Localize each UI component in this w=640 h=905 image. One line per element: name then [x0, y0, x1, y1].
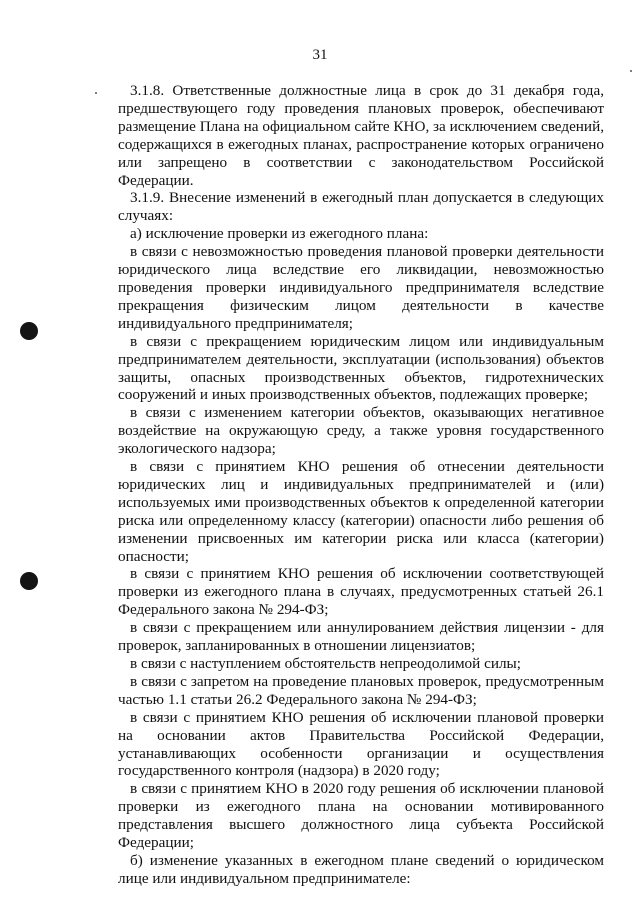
paragraph-risk-category: в связи с принятием КНО решения об отнесении деятельности юридических лиц и индивидуальных предпринимателей и (или) используемых ими производственных объектов к определенной категории риска или определенному классу (категории) опасности либо решения об изменении присвоенных им категории риска или класса (категории) опасности; [118, 458, 604, 565]
paragraph-3-1-9: 3.1.9. Внесение изменений в ежегодный план допускается в следующих случаях: [118, 189, 604, 225]
paragraph-category-change: в связи с изменением категории объектов, оказывающих негативное воздействие на окружающую среду, а также уровня государственного экологического надзора; [118, 404, 604, 458]
scan-speck [95, 92, 97, 94]
paragraph-license: в связи с прекращением или аннулированием действия лицензии - для проверок, запланированных в отношении лицензиатов; [118, 619, 604, 655]
paragraph-ban: в связи с запретом на проведение плановых проверок, предусмотренным частью 1.1 статьи 26.2 Федерального закона № 294-ФЗ; [118, 672, 604, 708]
paragraph-termination: в связи с прекращением юридическим лицом или индивидуальным предпринимателем деятельности, эксплуатации (использования) объектов защиты, опасных производственных объектов, гидротехнических сооружений и иных производственных объектов, подлежащих проверке; [118, 332, 604, 404]
paragraph-government-acts: в связи с принятием КНО решения об исключении плановой проверки на основании актов Правительства Российской Федерации, устанавливающих особенности организации и осуществления государственного контроля (надзора) в 2020 году; [118, 708, 604, 780]
scan-speck [630, 70, 632, 72]
paragraph-force-majeure: в связи с наступлением обстоятельств непреодолимой силы; [130, 655, 521, 672]
paragraph-item-b: б) изменение указанных в ежегодном плане сведений о юридическом лице или индивидуальном предпринимателе: [118, 851, 604, 887]
document-body [118, 82, 604, 888]
paragraph-3-1-8: 3.1.8. Ответственные должностные лица в срок до 31 декабря года, предшествующего году проведения плановых проверок, обеспечивают размещение Плана на официальном сайте КНО, за исключением сведений, содержащихся в ежегодных планах, распространение которых ограничено или запрещено в соответствии с законодательством Российской Федерации. [118, 82, 604, 189]
page-number: 31 [312, 47, 328, 63]
paragraph-liquidation: в связи с невозможностью проведения плановой проверки деятельности юридического лица вследствие его ликвидации, невозможностью проведения проверки индивидуального предпринимателя вследствие прекращения физическим лицом деятельности в качестве индивидуального предпринимателя; [118, 243, 604, 332]
paragraph-regional-head: в связи с принятием КНО в 2020 году решения об исключении плановой проверки из ежегодного плана на основании мотивированного представления высшего должностного лица субъекта Российской Федерации; [118, 780, 604, 852]
punch-hole-top [20, 322, 38, 340]
paragraph-item-a: а) исключение проверки из ежегодного плана: [130, 225, 429, 243]
punch-hole-bottom [20, 572, 38, 590]
paragraph-exclusion-26-1: в связи с принятием КНО решения об исключении соответствующей проверки из ежегодного плана в случаях, предусмотренных статьей 26.1 Федерального закона № 294-ФЗ; [118, 565, 604, 619]
